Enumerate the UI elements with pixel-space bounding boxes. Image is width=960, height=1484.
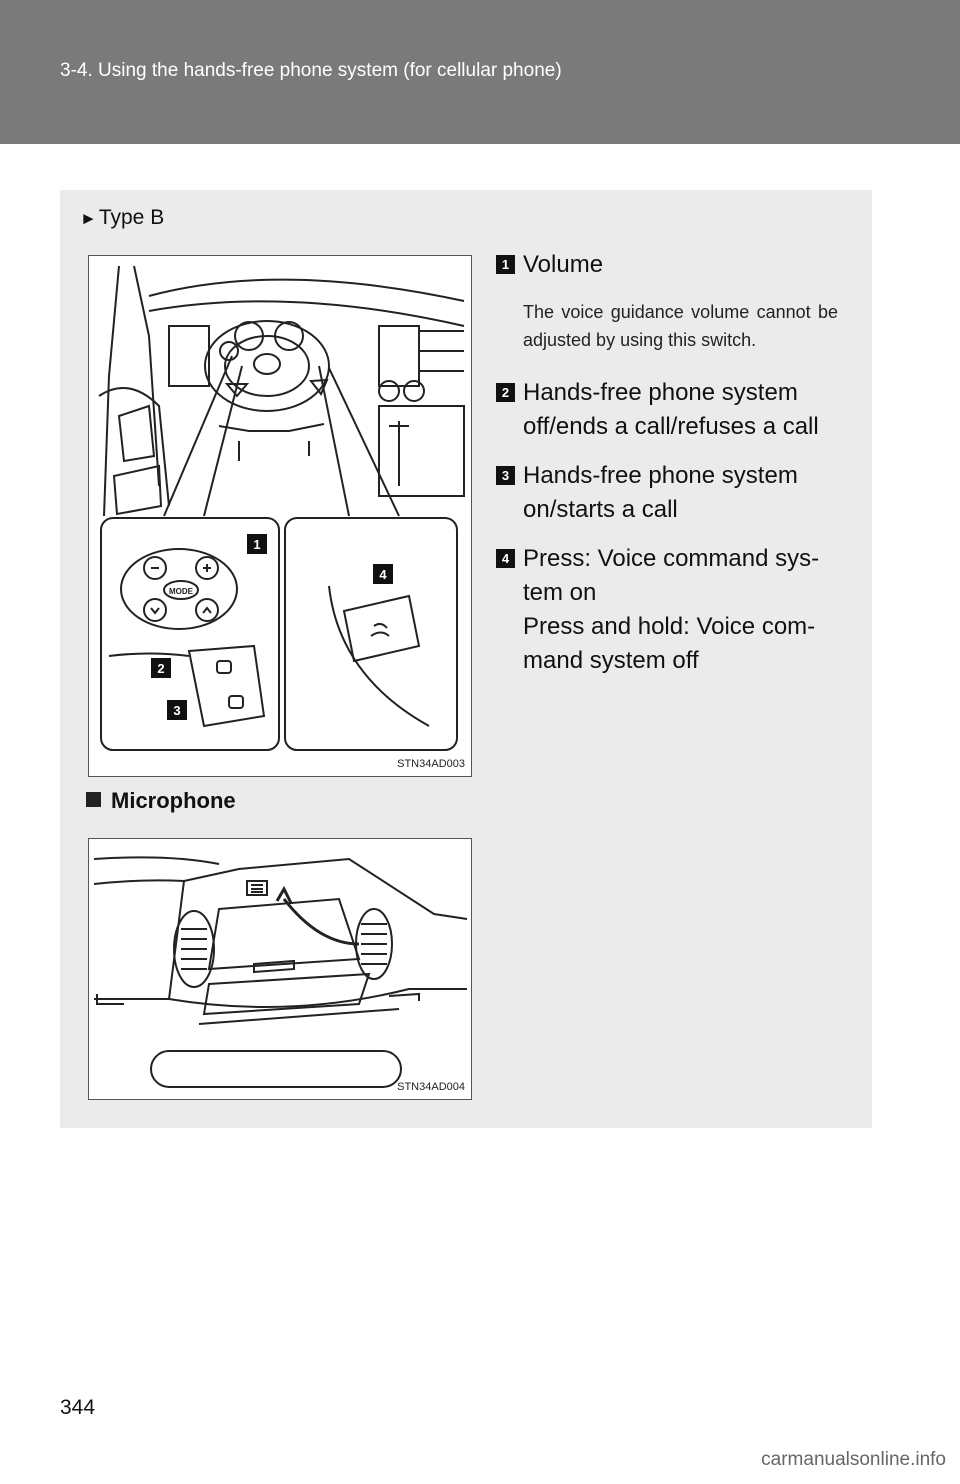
- callout-2: [151, 658, 171, 678]
- square-bullet-icon: [86, 792, 101, 807]
- page-header: [0, 0, 960, 144]
- item-number: 3: [496, 466, 515, 485]
- callout-1: [247, 534, 267, 554]
- item-number: 1: [496, 255, 515, 274]
- callout-3: [167, 700, 187, 720]
- svg-text:2: 2: [157, 661, 165, 676]
- microphone-figure: [88, 838, 472, 1100]
- steering-switch-figure: [88, 255, 472, 777]
- item-number: 4: [496, 549, 515, 568]
- svg-text:1: 1: [253, 537, 261, 552]
- microphone-heading: Microphone: [86, 788, 236, 814]
- switch-descriptions: [496, 248, 838, 678]
- list-item: [496, 376, 838, 444]
- section-title: 3-4. Using the hands-free phone system (for cellular phone): [60, 60, 562, 81]
- svg-text:4: 4: [379, 567, 387, 582]
- list-item: [496, 542, 838, 678]
- page-number: 344: [60, 1396, 96, 1419]
- item-number: 2: [496, 383, 515, 402]
- triangle-right-icon: ►: [80, 209, 97, 228]
- steering-wheel-illustration: [89, 256, 471, 776]
- mode-label: MODE: [169, 587, 193, 596]
- overhead-console-illustration: [89, 839, 471, 1099]
- item-title: Press: Voice command sys- tem on Press and hold: Voice com- mand system off: [523, 545, 820, 674]
- item-title: Hands-free phone system off/ends a call/refuses a call: [523, 379, 819, 440]
- list-item: [496, 459, 838, 527]
- item-title: Hands-free phone system on/starts a call: [523, 462, 798, 523]
- watermark: carmanualsonline.info: [761, 1449, 946, 1470]
- item-title: Volume: [523, 251, 604, 278]
- figure-code: STN34AD003: [397, 758, 465, 770]
- svg-text:3: 3: [173, 703, 181, 718]
- figure-code: STN34AD004: [397, 1081, 465, 1093]
- type-label: ►Type B: [80, 206, 165, 229]
- list-item: [496, 248, 838, 354]
- callout-4: [373, 564, 393, 584]
- item-note: The voice guidance volume cannot be adjusted by using this switch.: [523, 302, 838, 350]
